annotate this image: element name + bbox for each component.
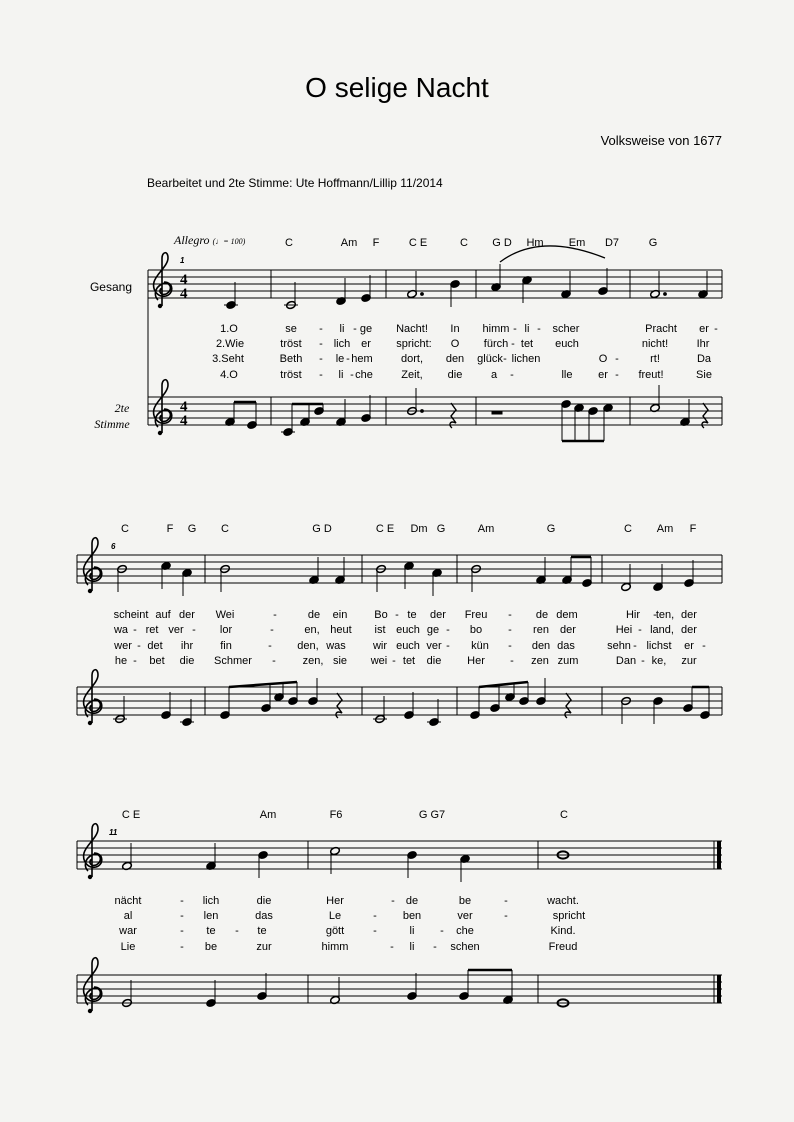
lyric-syllable: - <box>192 624 196 636</box>
staff-stimme-3 <box>77 975 722 1003</box>
lyric-syllable: Hir <box>625 609 641 621</box>
lyric-syllable: ret <box>145 624 159 636</box>
chord-symbol: D7 <box>604 237 620 249</box>
chord-symbol: C <box>121 523 129 535</box>
lyric-syllable: den <box>445 353 465 365</box>
chord-symbol: F <box>372 237 380 249</box>
lyric-syllable: - <box>390 941 394 953</box>
lyric-syllable: heut <box>330 624 352 636</box>
lyric-syllable: li <box>524 323 530 335</box>
lyric-syllable: - <box>702 640 706 652</box>
lyric-syllable: lle <box>561 369 573 381</box>
lyric-syllable: 4.O <box>220 369 238 381</box>
lyric-syllable: lich <box>202 895 220 907</box>
notes-stimme-1 <box>225 385 691 441</box>
lyric-syllable: tet <box>520 338 534 350</box>
lyric-syllable: Wei <box>215 609 235 621</box>
lyric-syllable: das <box>255 910 273 922</box>
measure-number: 11 <box>109 828 118 837</box>
lyric-syllable: tet <box>402 655 416 667</box>
lyric-syllable: euch <box>396 624 420 636</box>
final-barline-icon <box>717 841 721 1003</box>
lyric-syllable: Zeit, <box>401 369 423 381</box>
chord-symbol: C <box>624 523 632 535</box>
chord-symbol: G <box>546 523 556 535</box>
lyric-syllable: - <box>508 609 512 621</box>
lyric-syllable: Her <box>467 655 485 667</box>
lyric-syllable: - <box>353 323 357 335</box>
lyric-syllable: glück <box>477 353 503 365</box>
staff-gesang-3 <box>77 841 722 869</box>
lyric-syllable: te <box>206 925 216 937</box>
lyric-syllable: kün <box>471 640 489 652</box>
lyric-syllable: ge <box>359 323 373 335</box>
lyric-syllable: er <box>361 338 371 350</box>
lyric-syllable: - <box>319 353 323 365</box>
lyric-syllable: - <box>319 369 323 381</box>
part-label-gesang: Gesang <box>89 280 132 294</box>
lyric-syllable: schen <box>450 941 480 953</box>
chord-symbol: C <box>285 237 293 249</box>
staff-system-3 <box>77 824 722 1013</box>
chord-symbol: F <box>166 523 174 535</box>
lyric-syllable: al <box>123 910 133 922</box>
lyric-syllable: Da <box>696 353 712 365</box>
chord-symbol: Am <box>656 523 674 535</box>
chord-symbol: Em <box>568 237 586 249</box>
part-label-stimme: Stimme <box>94 417 130 431</box>
barlines-2 <box>77 555 722 715</box>
lyric-syllable: spricht <box>552 910 586 922</box>
lyric-syllable: euch <box>396 640 420 652</box>
lyric-syllable: nächt <box>114 895 142 907</box>
treble-clef-icon <box>84 538 102 593</box>
lyric-syllable: den <box>531 640 551 652</box>
lyric-syllable: li <box>409 941 415 953</box>
chord-symbol: Am <box>477 523 495 535</box>
lyric-syllable: - <box>346 353 350 365</box>
measure-number: 1 <box>180 256 185 265</box>
chord-symbol: C <box>560 809 568 821</box>
lyric-syllable: Sie <box>696 369 712 381</box>
lyric-syllable: - <box>235 925 239 937</box>
lyric-syllable: hem <box>351 353 373 365</box>
lyric-syllable: - <box>319 323 323 335</box>
lyric-syllable: nicht! <box>641 338 669 350</box>
lyric-syllable: de <box>535 609 549 621</box>
lyric-syllable: er <box>699 323 709 335</box>
svg-text:4: 4 <box>180 272 188 288</box>
lyric-syllable: - <box>180 925 184 937</box>
lyric-syllable: Schmer <box>214 655 252 667</box>
svg-text:4: 4 <box>180 399 188 415</box>
lyric-syllable: - <box>446 640 450 652</box>
chord-symbol: G <box>648 237 658 249</box>
lyric-syllable: der <box>179 609 195 621</box>
slur-icon <box>500 246 605 262</box>
chord-symbol: C E <box>121 809 141 821</box>
lyric-syllable: - <box>508 640 512 652</box>
lyric-syllable: zen, <box>302 655 324 667</box>
quarter-note-icon: ♩ <box>215 237 224 246</box>
lyric-syllable: auf <box>155 609 171 621</box>
lyric-syllable: - <box>513 323 517 335</box>
lyric-syllable: ke, <box>651 655 667 667</box>
lyric-syllable: det <box>147 640 163 652</box>
lyric-syllable: er <box>598 369 608 381</box>
lyric-syllable: - <box>510 369 514 381</box>
lyric-syllable: der <box>681 624 697 636</box>
lyric-syllable: - <box>508 624 512 636</box>
lyric-syllable: ren <box>533 624 549 636</box>
lyric-syllable: den, <box>297 640 319 652</box>
lyric-syllable: gött <box>325 925 345 937</box>
lyric-syllable: freut! <box>638 369 664 381</box>
chord-symbol: Am <box>340 237 358 249</box>
lyric-syllable: - <box>504 895 508 907</box>
lyric-syllable: li <box>409 925 415 937</box>
lyric-syllable: die <box>447 369 463 381</box>
lyric-syllable: - <box>446 624 450 636</box>
notes-gesang-1 <box>224 264 708 310</box>
lyric-syllable: - <box>503 353 507 365</box>
lyric-syllable: che <box>456 925 474 937</box>
lyric-syllable: Kind. <box>550 925 576 937</box>
lyric-syllable: he <box>114 655 128 667</box>
staff-gesang-1 <box>148 270 722 298</box>
staff-gesang-2 <box>77 555 722 583</box>
chord-symbol: G <box>187 523 197 535</box>
lyric-syllable: - <box>511 338 515 350</box>
lyric-syllable: was <box>326 640 346 652</box>
lyric-syllable: 1.O <box>220 323 238 335</box>
lyric-syllable: Her <box>326 895 344 907</box>
lyric-syllable: lichen <box>511 353 541 365</box>
lyric-syllable: - <box>391 895 395 907</box>
lyric-syllable: lor <box>219 624 233 636</box>
chord-symbol: F6 <box>329 809 343 821</box>
chord-symbol: G G7 <box>418 809 446 821</box>
chord-symbol: Dm <box>410 523 428 535</box>
song-title: O selige Nacht <box>305 72 489 103</box>
lyric-syllable: le <box>335 353 345 365</box>
lyric-syllable: te <box>407 609 417 621</box>
arranger-credit: Bearbeitet und 2te Stimme: Ute Hoffmann/Lillip 11/2014 <box>147 176 443 190</box>
lyric-syllable: 3.Seht <box>212 353 244 365</box>
lyric-syllable: - <box>633 640 637 652</box>
lyric-syllable: se <box>285 323 297 335</box>
lyric-syllable: bet <box>149 655 165 667</box>
chord-symbol: F <box>689 523 697 535</box>
measure-number: 6 <box>111 542 116 551</box>
lyric-syllable: wir <box>372 640 388 652</box>
lyric-syllable: scher <box>552 323 580 335</box>
lyric-syllable: war <box>119 925 137 937</box>
lyric-syllable: - <box>537 323 541 335</box>
svg-text:4: 4 <box>180 413 188 429</box>
lyric-syllable: - <box>615 353 619 365</box>
lyric-syllable: - <box>133 624 137 636</box>
metronome-mark: (♩= 100) <box>212 237 246 246</box>
lyric-syllable: che <box>355 369 373 381</box>
lyric-syllable: - <box>440 925 444 937</box>
lyric-syllable: In <box>450 323 460 335</box>
lyric-syllable: euch <box>555 338 579 350</box>
lyric-syllable: wacht. <box>547 895 579 907</box>
lyric-syllable: 2.Wie <box>215 338 245 350</box>
chord-symbol: G <box>436 523 446 535</box>
lyric-syllable: himm <box>482 323 510 335</box>
lyric-syllable: - <box>133 655 137 667</box>
lyric-syllable: land, <box>650 624 674 636</box>
chord-symbol: C E <box>375 523 395 535</box>
lyric-syllable: len <box>203 910 219 922</box>
lyric-syllable: er <box>684 640 694 652</box>
lyric-syllable: Dan <box>615 655 637 667</box>
staff-system-2 <box>77 538 722 727</box>
lyric-syllable: himm <box>321 941 349 953</box>
chord-symbol: Hm <box>526 237 544 249</box>
lyric-syllable: lichst <box>646 640 672 652</box>
lyric-syllable: te <box>257 925 267 937</box>
lyric-syllable: zum <box>557 655 579 667</box>
lyric-syllable: die <box>426 655 442 667</box>
lyric-syllable: - <box>392 655 396 667</box>
lyric-syllable: - <box>319 338 323 350</box>
lyric-syllable: li <box>339 323 345 335</box>
lyric-syllable: - <box>653 609 657 621</box>
chord-symbol: G D <box>492 237 512 249</box>
svg-text:4: 4 <box>180 286 188 302</box>
lyric-syllable: spricht: <box>396 338 432 350</box>
lyric-syllable: - <box>433 941 437 953</box>
lyric-syllable: ist <box>374 624 386 636</box>
lyric-syllable: scheint <box>113 609 149 621</box>
lyric-syllable: der <box>681 609 697 621</box>
composer-credit: Volksweise von 1677 <box>600 133 722 148</box>
lyric-syllable: lich <box>333 338 351 350</box>
lyric-syllable: dem <box>556 609 578 621</box>
lyric-syllable: Freud <box>548 941 578 953</box>
lyric-syllable: de <box>405 895 419 907</box>
lyric-syllable: tröst <box>280 369 302 381</box>
lyric-syllable: be <box>458 895 472 907</box>
lyric-syllable: Nacht! <box>396 323 428 335</box>
lyric-syllable: li <box>338 369 344 381</box>
lyric-syllable: Freu <box>464 609 488 621</box>
lyric-syllable: tröst <box>280 338 302 350</box>
lyric-syllable: rt! <box>650 353 660 365</box>
lyric-syllable: die <box>256 895 272 907</box>
lyric-syllable: - <box>638 624 642 636</box>
lyric-syllable: bo <box>469 624 483 636</box>
lyric-syllable: ihr <box>180 640 194 652</box>
lyric-syllable: wa <box>113 624 129 636</box>
lyric-syllable: ein <box>332 609 348 621</box>
lyric-syllable: ge <box>426 624 440 636</box>
lyric-syllable: ver <box>457 910 473 922</box>
lyric-syllable: a <box>490 369 498 381</box>
lyric-syllable: Bo <box>374 609 388 621</box>
lyric-syllable: fin <box>220 640 232 652</box>
lyric-syllable: wer <box>114 640 132 652</box>
lyric-syllable: zur <box>256 941 272 953</box>
lyric-syllable: der <box>560 624 576 636</box>
lyric-syllable: be <box>204 941 218 953</box>
treble-clef-icon <box>154 380 172 435</box>
lyric-syllable: - <box>180 941 184 953</box>
lyric-syllable: - <box>273 609 277 621</box>
treble-clef-icon <box>84 824 102 879</box>
lyric-syllable: - <box>180 895 184 907</box>
lyric-syllable: en, <box>304 624 320 636</box>
metronome-value: = 100 <box>223 237 243 246</box>
lyric-syllable: ben <box>402 910 422 922</box>
lyric-syllable: sehn <box>607 640 631 652</box>
lyric-syllable: - <box>350 369 354 381</box>
tempo-text: Allegro <box>174 233 210 247</box>
lyric-syllable: O <box>450 338 460 350</box>
chord-symbol: G D <box>312 523 332 535</box>
lyric-syllable: - <box>373 910 377 922</box>
chord-symbol: C <box>460 237 468 249</box>
lyric-syllable: - <box>268 640 272 652</box>
lyric-syllable: fürch <box>483 338 509 350</box>
lyric-syllable: ver <box>168 624 184 636</box>
lyric-syllable: Beth <box>279 353 303 365</box>
treble-clef-icon <box>154 253 172 308</box>
lyric-syllable: Pracht <box>645 323 677 335</box>
lyric-syllable: ver <box>426 640 442 652</box>
lyric-syllable: der <box>430 609 446 621</box>
chord-symbol: C E <box>408 237 428 249</box>
lyric-syllable: Hei <box>615 624 633 636</box>
time-signature-icon <box>180 272 188 429</box>
lyric-syllable: Lie <box>120 941 136 953</box>
lyric-syllable: Le <box>328 910 342 922</box>
lyric-syllable: Ihr <box>696 338 710 350</box>
lyric-syllable: ten, <box>655 609 675 621</box>
notes-stimme-2 <box>113 678 710 727</box>
lyric-syllable: zen <box>531 655 549 667</box>
lyric-syllable: - <box>504 910 508 922</box>
lyric-syllable: - <box>137 640 141 652</box>
lyric-syllable: - <box>270 624 274 636</box>
lyric-syllable: sie <box>332 655 348 667</box>
lyric-syllable: das <box>557 640 575 652</box>
treble-clef-icon <box>84 958 102 1013</box>
lyric-syllable: die <box>179 655 195 667</box>
staff-stimme-2 <box>77 687 722 715</box>
lyric-syllable: O <box>598 353 608 365</box>
chord-symbol: C <box>221 523 229 535</box>
lyric-syllable: - <box>180 910 184 922</box>
lyric-syllable: - <box>641 655 645 667</box>
lyric-syllable: - <box>395 609 399 621</box>
lyric-syllable: wei <box>370 655 388 667</box>
lyric-syllable: - <box>373 925 377 937</box>
lyric-syllable: - <box>615 369 619 381</box>
part-label-2te: 2te <box>114 401 130 415</box>
lyric-syllable: de <box>307 609 321 621</box>
barlines-3 <box>77 841 714 1003</box>
lyric-syllable: - <box>272 655 276 667</box>
staff-system-1 <box>148 246 722 441</box>
lyric-syllable: zur <box>681 655 697 667</box>
chord-symbol: Am <box>259 809 277 821</box>
rest-icons-2 <box>336 693 571 718</box>
lyric-syllable: - <box>714 323 718 335</box>
treble-clef-icon <box>84 670 102 725</box>
lyric-syllable: - <box>510 655 514 667</box>
lyric-syllable: dort, <box>400 353 424 365</box>
